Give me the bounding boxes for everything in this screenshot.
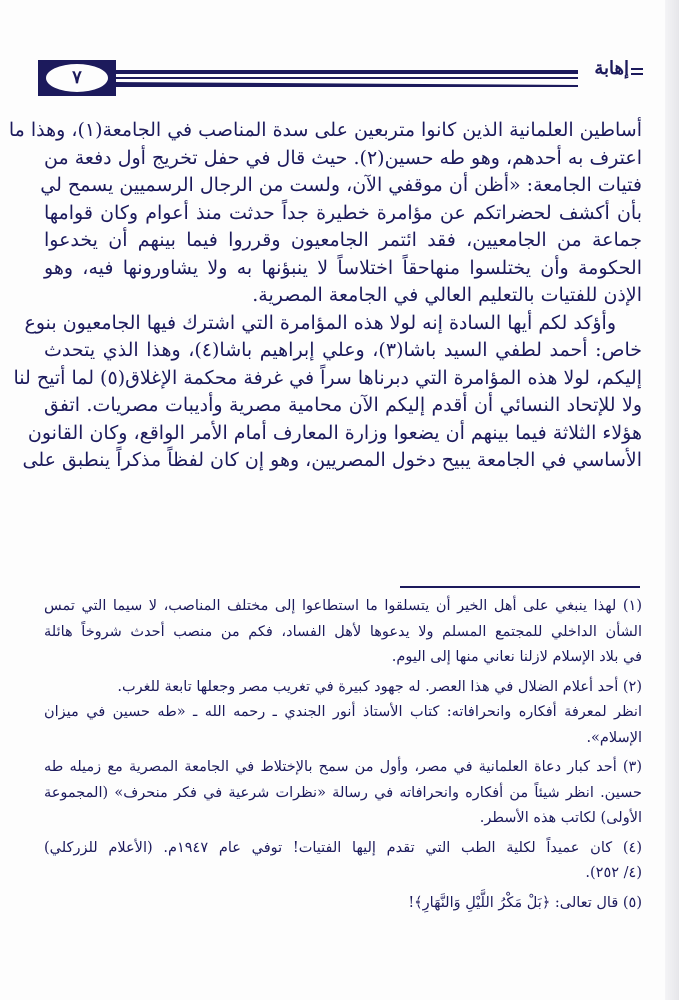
footnote-line: (٥) قال تعالى: ﴿بَلْ مَكْرُ اللَّيْلِ وَالنَّهَارِ﴾!: [408, 894, 642, 911]
footnote-line: (٢) أحد أعلام الضلال في هذا العصر. له جهود كبيرة في تغريب مصر وجعلها تابعة للغرب.: [117, 678, 642, 695]
main-text: [8, 117, 642, 475]
footnote-line: الشأن الداخلي للمجتمع المسلم ولا يدعوها لأهل الفساد، فكم من منصب أحدث شروخاً هائلة: [44, 623, 642, 640]
text-line: أساطين العلمانية الذين كانوا متربعين على سدة المناصب في الجامعة(١)، وهذا ما: [8, 119, 642, 141]
title-dash: [631, 68, 643, 75]
footnote-separator: [400, 586, 640, 588]
header-rule: [116, 82, 578, 87]
footnote-2: [44, 675, 642, 752]
running-title: إهابة: [594, 58, 629, 79]
footnote-line: حسين. انظر شيئاً من أفكاره وانحرافاته في رسالة «نظرات شرعية في فكر منحرف» (المجموعة: [44, 784, 642, 801]
footnote-line: الأولى) لكاتب هذه الأسطر.: [479, 810, 642, 826]
text-line: بأن أكشف لحضراتكم عن مؤامرة خطيرة جداً حدثت منذ أعوام وكان قوامها: [44, 201, 642, 224]
text-line: ولا للإتحاد النسائي أن أقدم إليكم الآن محامية مصرية وأديبات مصريات. اتفق: [44, 394, 642, 416]
footnote-line: (١) لهذا ينبغي على أهل الخير أن يتسلقوا ما استطاعوا إلى مختلف المناصب، لا سيما التي تمس: [44, 598, 642, 614]
footnote-line: في بلاد الإسلام لازلنا نعاني منها إلى اليوم.: [391, 649, 642, 665]
running-header: [38, 60, 643, 98]
paragraph: [8, 117, 642, 310]
text-line: إليكم، لولا هذه المؤامرة التي دبرناها سراً في غرفة محكمة الإغلاق(٥) لما أتيح لنا: [13, 366, 642, 389]
footnote-line: (٤) كان عميداً لكلية الطب التي تقدم إليها الفتيات! توفي عام ١٩٤٧م. (الأعلام للزركلي): [44, 839, 643, 856]
header-rule: [116, 77, 578, 79]
text-line: فتيات الجامعة: «أظن أن موقفي الآن، ولست من الرجال الرسميين يسمح لي: [40, 174, 642, 196]
footnote-5: [44, 891, 642, 917]
text-line: وأؤكد لكم أيها السادة إنه لولا هذه المؤامرة التي اشترك فيها الجامعيون بنوع: [24, 311, 616, 334]
footnote-line: انظر لمعرفة أفكاره وانحرافاته: كتاب الأستاذ أنور الجندي ـ رحمه الله ـ «طه حسين في ميزان: [44, 704, 642, 720]
footnotes: [44, 594, 642, 920]
text-line: الحكومة وأن يختلسوا منهاحقاً اختلاساً لا ينبؤنها به ولا يشاورونها فيه، وهو: [44, 256, 642, 279]
page-edge-shadow: [665, 0, 679, 1000]
text-line: اعترف به أحدهم، وهو طه حسين(٢). حيث قال في حفل تخريج أول دفعة من: [44, 146, 642, 169]
page-number-box: [38, 60, 116, 96]
footnote-3: [44, 755, 642, 832]
footnote-line: (٣) أحد كبار دعاة العلمانية في مصر، وأول من سمح بالإختلاط في الجامعة المصرية مع زميله طه: [44, 759, 642, 775]
paragraph: [13, 310, 642, 475]
page-number: ٧: [46, 64, 108, 92]
header-rule: [116, 70, 578, 74]
text-line: خاص: أحمد لطفي السيد باشا(٣)، وعلي إبراهيم باشا(٤)، وهذا الذي يتحدث: [44, 339, 642, 361]
text-line: جماعة من الجامعيين، فقد ائتمر الجامعيون وقرروا فيما بينهم أن يخدعوا: [44, 229, 642, 251]
footnote-4: [44, 836, 642, 887]
footnote-line: الإسلام».: [586, 729, 642, 746]
text-line: الإذن للفتيات بالتعليم العالي في الجامعة المصرية.: [252, 284, 642, 306]
text-line: هؤلاء الثلاثة فيما بينهم أن يضعوا وزارة المعارف أمام الأمر الواقع، وكان القانون: [27, 421, 642, 444]
text-line: الأساسي في الجامعة يبيح دخول المصريين، وهو إن كان لفظاً مذكراً ينطبق على: [22, 449, 642, 471]
footnote-1: [44, 594, 642, 671]
footnote-line: (٤/ ٢٥٢).: [585, 865, 642, 881]
